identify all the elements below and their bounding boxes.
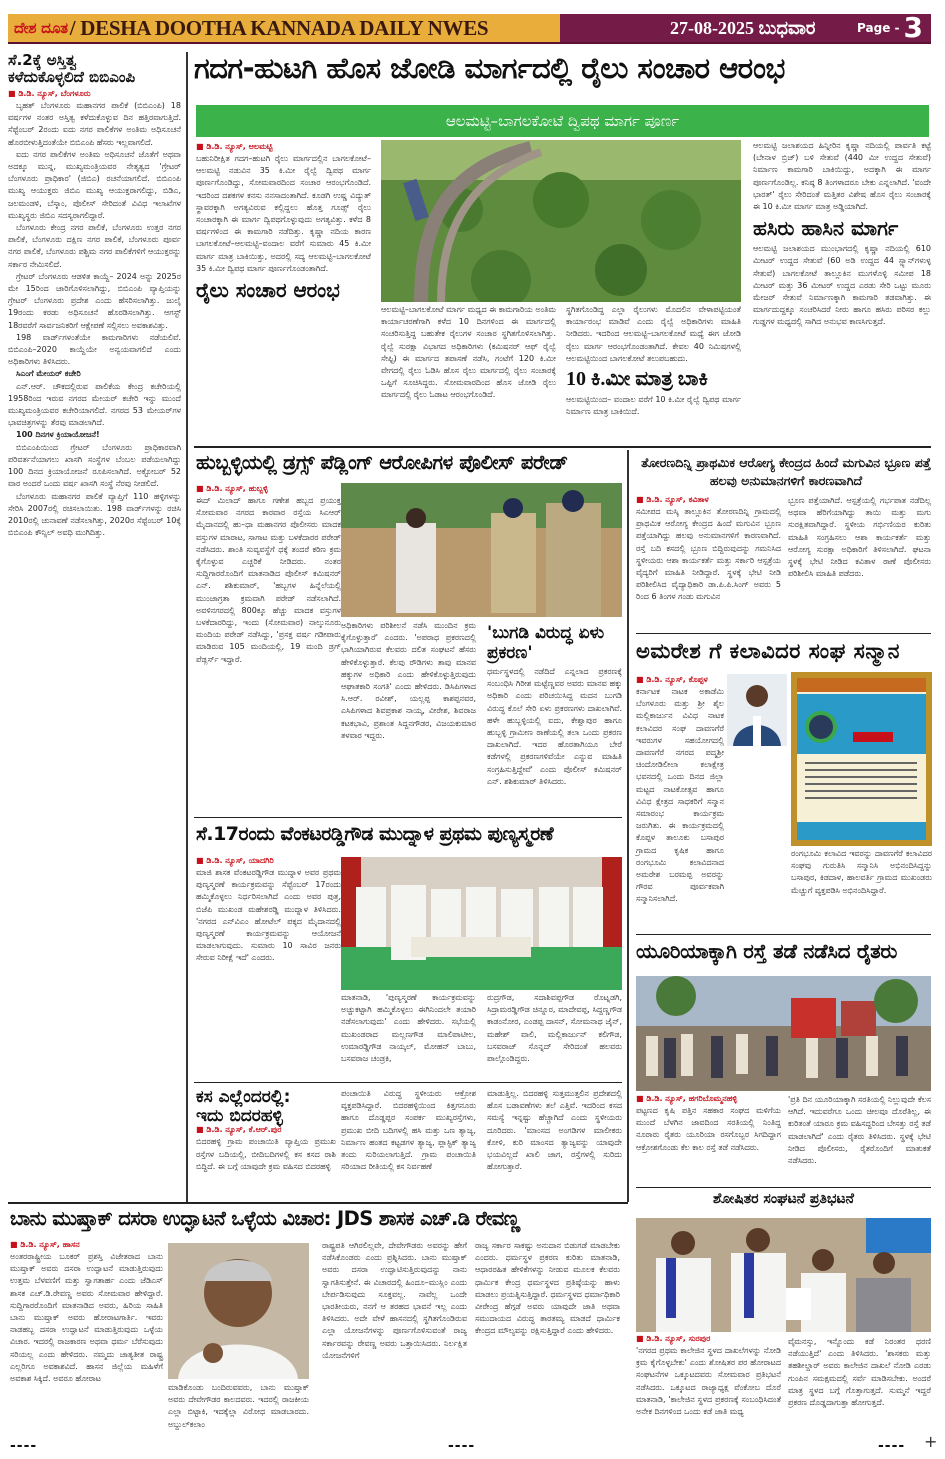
paragraph: ಎನ್.ಆರ್. ಚೌಕದಲ್ಲಿರುವ ಪಾಲಿಕೆಯ ಕೇಂದ್ರ ಕಚೇರಿಯಲ್ಲಿ 1958ರಿಂದ ಇರುವ ನಗರದ ಮೇಯರ್ ಕಚೇರಿ ಇನ್ನು ಮುಂದೆ ಮುಖ್ಯಮಂತ್ರಿಯವರ ಕಚೇರಿಯಾಗಲಿದೆ. ನಗರದ 53 ಮೇಯರ್‌ಗಳ ಭಾವಚಿತ್ರಗಳನ್ನು ತೆರವು ಮಾಡಲಾಗಿದೆ. [8, 381, 181, 428]
mudnal-col1 [196, 856, 341, 965]
paragraph: ಗ್ರೇಟರ್ ಬೆಂಗಳೂರು ಆಡಳಿತ ಕಾಯ್ದೆ– 2024 ಅನ್ನು 2025ರ ಮೇ 15ರಿಂದ ಜಾರಿಗೊಳಿಸಲಾಗಿದ್ದು, ಬಿಬಿಎಂಪಿ ವ್ಯಾಪ್ತಿಯನ್ನು ಗ್ರೇಟರ್ ಬೆಂಗಳೂರು ಪ್ರದೇಶ ಎಂದು ಹೆಸರಿಸಲಾಗಿತ್ತು. ಜುಲೈ 19ರಂದು ಕರಡು ಅಧಿಸೂಚನೆ ಹೊರಡಿಸಲಾಗಿತ್ತು. ಆಗಸ್ಟ್ 18ರವರೆಗೆ ಸಾರ್ವಜನಿಕರಿಗೆ ಆಕ್ಷೇಪಣೆ ಸಲ್ಲಿಸಲು ಅವಕಾಶವಿತ್ತು. [8, 271, 181, 330]
hubballi-col3 [487, 620, 622, 788]
revanna-col2: ಮಾಡಿಕೊಂಡು ಬಂದಿರುವವರು, ಬಾನು ಮುಷ್ತಾಕ್ ಅವರು ದೇವೇಗೌಡರ ಕಾಲದವರು. ಇದರಲ್ಲಿ ರಾಜಕೀಯ ಎಲ್ಲಾ ಬಿಟ್ಟಾಕಿ, ಇದಕ್ಕೆಲ್ಲಾ ವಿರೋಧ ಮಾಡಬಾರದು. ಅಬ್ದುಲ್‌ಕಲಾಂ [168, 1383, 309, 1429]
end-marker: ---- [878, 1438, 906, 1454]
amaresh-col2: ರಂಗಭೂಮಿ ಕಲಾವಿದ ಇವರನ್ನು ದಾವಣಗೆರೆ ಕಲಾವಿದರ ಸಂಘವು ಗುರುತಿಸಿ ಸನ್ಮಾನಿಸಿ ಅಭಿನಂದಿಸಿದ್ದನ್ನು ಬಸಾಪುರ, ಕಿಡದಾಳ, ಹಾಲವರ್ತಿ ಗ್ರಾಮದ ಮುಖಂಡರು ಮೆಚ್ಚುಗೆ ವ್ಯಕ್ತಪಡಿಸಿ ಅಭಿನಂದಿಸಿದ್ದಾರೆ. [791, 849, 932, 895]
body-text: ಆಲಮಟ್ಟಿಯಿಂದ– ವಂದಾಲ ವರೆಗೆ 10 ಕಿ.ಮೀ ರೈಲ್ವೆ ದ್ವಿಪಥ ಮಾರ್ಗ ನಿರ್ಮಾಣ ಮಾತ್ರ ಬಾಕಿಯಿದೆ. [566, 395, 741, 417]
train-photo [381, 140, 741, 302]
urea-col2: 'ಪ್ರತಿ ದಿನ ಯೂರಿಯಾಕ್ಕಾಗಿ ಸರತಿಯಲ್ಲಿ ನಿಲ್ಲುವುದೇ ಕೆಲಸ ಆಗಿದೆ. ಇದುವರೆಗೂ ಒಂದು ಚೀಲವೂ ದೊರೆತಿಲ್ಲ, ಈ ಕುರಿತಂತೆ ಯಾರೂ ಕ್ರಮ ವಹಿಸದ್ದರಿಂದ ಬೇಸತ್ತು ರಸ್ತೆ ತಡೆ ಮಾಡಲಾಗಿದೆ' ಎಂದು ರೈತರು ತಿಳಿಸಿದರು. ಸ್ಥಳಕ್ಕೆ ಭೇಟಿ ನೀಡಿದ ಪೊಲೀಸರು, ರೈತರೊಂದಿಗೆ ಮಾತುಕತೆ ನಡೆಸಿದರು. [788, 1095, 931, 1166]
headline-protest: ಶೋಷಿತರ ಸಂಘಟನೆ ಪ್ರತಿಭಟನೆ [713, 1191, 854, 1207]
subheading-10km: 10 ಕಿ.ಮೀ ಮಾತ್ರ ಬಾಕಿ [566, 368, 708, 391]
paragraph: ಬೆಂಗಳೂರು ಕೇಂದ್ರ ನಗರ ಪಾಲಿಕೆ, ಬೆಂಗಳೂರು ಉತ್ತರ ನಗರ ಪಾಲಿಕೆ, ಬೆಂಗಳೂರು ದಕ್ಷಿಣ ನಗರ ಪಾಲಿಕೆ, ಬೆಂಗಳೂರು ಪೂರ್ವ ನಗರ ಪಾಲಿಕೆ, ಬೆಂಗಳೂರು ಪಶ್ಚಿಮ ನಗರ ಪಾಲಿಕೆಗಳಿಗೆ ಆಯುಕ್ತರನ್ನು ಸರ್ಕಾರ ನೇಮಿಸಲಿದೆ. [8, 223, 181, 269]
body-text: ಆಲಮಟ್ಟಿ ಜಲಾಶಯದ ಮುಂಭಾಗದಲ್ಲಿ ಕೃಷ್ಣಾ ನದಿಯಲ್ಲಿ 610 ಮೀಟರ್ ಉದ್ದದ ಸೇತುವೆ (60 ಅಡಿ ಉದ್ದದ 44 ಸ್ಪ್ಯಾನ್‌ಗಳುಳ್ಳ ಸೇತುವೆ) ಬಾಗಲಕೋಟೆ ತಾಲ್ಲೂಕಿನ ಮುಗಳೊಳ್ಳಿ ಸಮೀಪ 18 ಮೀಟರ್ ಮತ್ತು 36 ಮೀಟರ್ ಉದ್ದದ ಎರಡು ಸೇರಿ ಒಟ್ಟು ಮೂರು ಮೇಜರ್ ಸೇತುವೆ ನಿರ್ಮಾಣಕ್ಕಾಗಿ ಕಾಮಗಾರಿ ತಡವಾಗಿತ್ತು. ಈ ಮಾರ್ಗದುದ್ದಕ್ಕೂ ಸಂಚರಿಸಿದರೆ ನೀರು ಹಾಗೂ ಹಸಿರು ಪರಿಸರ ಕಲ್ಲು ಗುಡ್ಡಗಳ ಮಧ್ಯದಲ್ಲಿ ಸಾಗಿದ ಅನುಭವ ಕಾಣಸಿಗುತ್ತದೆ. [753, 244, 931, 327]
fetus-col1 [636, 495, 781, 604]
meeting-image [341, 857, 622, 990]
rail-col3 [566, 304, 741, 418]
page-label: Page - [857, 21, 900, 35]
headline-garbage-line1: ಕಸ ಎಲ್ಲೆಂದರಲ್ಲಿ: [196, 1087, 291, 1107]
byline-protest: ■ ಡಿ.ಡಿ. ನ್ಯೂಸ್, ಸುರಪುರ [636, 1334, 781, 1344]
headline-fetus: ತೋರಣದಿನ್ನಿ ಪ್ರಾಥಮಿಕ ಆರೋಗ್ಯ ಕೇಂದ್ರದ ಹಿಂದೆ ಮಗುವಿನ ಭ್ರೂಣ ಪತ್ತೆ ಹಲವು ಅನುಮಾನಗಳಿಗೆ ಕಾರಣವಾಗಿದೆ [641, 455, 931, 489]
byline-bbmp: ■ ಡಿ.ಡಿ. ನ್ಯೂಸ್, ಬೆಂಗಳೂರು [8, 89, 181, 99]
fetus-col2: ಭ್ರೂಣ ಪತ್ತೆಯಾಗಿದೆ. ಆಸ್ಪತ್ರೆಯಲ್ಲಿ ಗರ್ಭಪಾತ ನಡೆದಿಲ್ಲ ಅಥವಾ ಹೆರಿಗೆಯಾಗಿದ್ದು ತಾಯಿ ಮತ್ತು ಮಗು ಸುರಕ್ಷಿತವಾಗಿದ್ದಾರೆ. ಸ್ಥಳೀಯ ಗರ್ಭಿಣಿಯರ ಕುರಿತು ಮಾಹಿತಿ ಸಂಗ್ರಹಿಸಲು ಆಶಾ ಕಾರ್ಯಕರ್ತೆ ಮತ್ತು ಆರೋಗ್ಯ ಸುರಕ್ಷಾ ಅಧಿಕಾರಿಗೆ ತಿಳಿಸಲಾಗಿದೆ. ಘಟನಾ ಸ್ಥಳಕ್ಕೆ ಭೇಟಿ ನೀಡಿದ ಕವಿತಾಳ ಠಾಣೆ ಪೊಲೀಸರು ಪರಿಶೀಲಿಸಿ ಮಾಹಿತಿ ಪಡೆದರು. [788, 496, 931, 579]
hubballi-col2: ಅಧಿಕಾರಿಗಳು ಪರಿಶೀಲನೆ ನಡೆಸಿ ಮುಂದಿನ ಕ್ರಮ ಕೈಗೊಳ್ಳುತ್ತಾರೆ' ಎಂದರು. 'ಅಪರಾಧ ಪ್ರಕರಣದಲ್ಲಿ ಭಾಗಿಯಾಗಿರುವ ಕೆಲವರು ದಲಿತ ಸಂಘಟನೆ ಹೆಸರು ಹೇಳಿಕೊಳ್ಳುತ್ತಾರೆ. ಕೆಲವು ರೌಡಿಗಳು ತಾವು ಮಾನವ ಹಕ್ಕುಗಳ ಅಧಿಕಾರಿ ಎಂದು ಹೇಳಿಕೊಳ್ಳುತ್ತಿರುವುದು ಆಘಾತಕಾರಿ ಸಂಗತಿ' ಎಂದು ಹೇಳಿದರು. ಡಿಸಿಪಿಗಳಾದ ಸಿ.ಆರ್. ರವೀಶ್, ಯಲ್ಲಪ್ಪ ಕಾಶಪ್ಪನವರ, ಎಸಿಪಿಗಳಾದ ಶಿವಪ್ರಕಾಶ ನಾಯ್ಕ, ವೀರೇಶ, ಶಿವರಾಜ ಕಟಕಭಾವಿ, ಪ್ರಶಾಂತ ಸಿದ್ದನಗೌಡರ, ವಿಜಯಕುಮಾರ ತಳವಾರ ಇದ್ದರು. [341, 621, 476, 740]
rail-col4 [753, 140, 931, 329]
crop-mark-icon: + [924, 1432, 938, 1451]
paragraph: ಬಿಬಿಎಂಪಿಯಿಂದ ಗ್ರೇಟರ್ ಬೆಂಗಳೂರು ಪ್ರಾಧಿಕಾರವಾಗಿ ಪರಿವರ್ತನೆಯಾಗಲು ಖಾಸಗಿ ಸಂಸ್ಥೆಗಳ ಬೆಂಬಲ ಪಡೆಯಲಾಗಿದ್ದು 100 ದಿನದ ಕ್ರಿಯಾಯೋಜನೆ ರೂಪಿಸಲಾಗಿದೆ. ಅಕ್ಟೋಬರ್ 52 ವಾರ ಅಂದರೆ ಒಂದು ವರ್ಷ ಖಾಸಗಿ ಸಂಸ್ಥೆ ನೆರವು ನೀಡಲಿದೆ. [8, 442, 181, 489]
body-text: 'ನಗರದ ಪ್ರಥಮ ಕಾಲೇಜಿನ ಸ್ಥಳದ ದಾಖಲೆಗಳನ್ನು ನೋಡಿ ಕ್ರಮ ಕೈಗೊಳ್ಳಬೇಕು' ಎಂದು ಶೋಷಿತರ ಪರ ಹೋರಾಟದ ಸಂಘಟನೆಗಳ ಒಕ್ಕೂಟದವರು ಸೋಮವಾರ ಪ್ರತಿಭಟನೆ ನಡೆಸಿದರು. ಒಕ್ಕೂಟದ ರಾಜ್ಯಾಧ್ಯಕ್ಷ ವೆಂಕೋಬ ದೊರೆ ಮಾತನಾಡಿ, 'ಕಾಲೇಜಿನ ಸ್ಥಳದ ಪ್ರಕರಣಕ್ಕೆ ಸಂಬಂಧಿಸಿದಂತೆ ಅನೇಕ ದಿನಗಳಿಂದ ಒಂದು ಕಡೆ ಜಾತಿ ಮಧ್ಯ [636, 1346, 781, 1417]
body-text: ಈದ್ ಮಿಲಾದ್ ಹಾಗೂ ಗಣೇಶ ಹಬ್ಬದ ಪ್ರಯುಕ್ತ ಸೋಮವಾರ ನಗರದ ಕಾರವಾರ ರಸ್ತೆಯ ಸಿಎಆರ್ ಮೈದಾನದಲ್ಲಿ ಹು–ಧಾ ಮಹಾನಗರ ಪೊಲೀಸರು ಮಾದಕ ವಸ್ತುಗಳ ಮಾರಾಟ, ಸಾಗಾಟ ಮತ್ತು ಬಳಕೆದಾರರ ಪರೇಡ್ ನಡೆಸಿದರು. ಶಾಂತಿ ಸುವ್ಯವಸ್ಥೆಗೆ ಧಕ್ಕೆ ತಂದರೆ ಕಠಿಣ ಕ್ರಮ ಕೈಗೊಳ್ಳುವ ಎಚ್ಚರಿಕೆ ನೀಡಿದರು. ನಂತರ ಸುದ್ದಿಗಾರರೊಂದಿಗೆ ಮಾತನಾಡಿದ ಪೊಲೀಸ್ ಕಮಿಷನರ್ ಎನ್. ಶಶಿಕುಮಾರ್, 'ಹಬ್ಬಗಳ ಹಿನ್ನೆಲೆಯಲ್ಲಿ ಮುಂಜಾಗ್ರತಾ ಕ್ರಮವಾಗಿ ಪರೇಡ್ ನಡೆಸಲಾಗಿದೆ. ಅವಳಿನಗರದಲ್ಲಿ 800ಕ್ಕೂ ಹೆಚ್ಚು ಮಾದಕ ವಸ್ತುಗಳ ಬಳಕೆದಾರರಿದ್ದು, ಇಂದು (ಸೋಮವಾರ) ನಾಲ್ಕುನೂರು ಮಂದಿಯ ಪರೇಡ್ ನಡೆಸಿದ್ದು, 'ಪ್ರಸಕ್ತ ವರ್ಷ ಗಡೀಪಾರು ಮಾಡಿರುವ 105 ಮಂದಿಯಲ್ಲಿ, 19 ಮಂದಿ ಡ್ರಗ್ ಪೆಡ್ಲರ್ಸ್ ಇದ್ದಾರೆ. [196, 496, 341, 664]
section-divider [194, 446, 931, 448]
byline-amaresh: ■ ಡಿ.ಡಿ. ನ್ಯೂಸ್, ಕೊಪ್ಪಳ [636, 675, 724, 685]
headline-garbage-line2: ಇದು ಬಿದರಹಳ್ಳಿ [196, 1105, 283, 1126]
column-divider [627, 450, 629, 1202]
section-divider [8, 1202, 628, 1204]
felicitation-certificate [791, 672, 932, 846]
body-text: ಪಟ್ಟಣದ ಕೃಷಿ ಪತ್ತಿನ ಸಹಕಾರ ಸಂಘದ ಮಳಿಗೆಯ ಮುಂದೆ ಬೆಳಗಿನ ಜಾವದಿಂದ ಸರತಿಯಲ್ಲಿ ನಿಂತಿದ್ದ ನೂರಾರು ರೈತರು ಯೂರಿಯಾ ರಸಗೊಬ್ಬರ ಸಿಗದಿದ್ದಾಗ ಆಕ್ರೋಶಗೊಂಡು ಕೆಲ ಕಾಲ ರಸ್ತೆ ತಡೆ ನಡೆಸಿದರು. [636, 1106, 781, 1152]
revanna-col3: ರಾಷ್ಟ್ರಪತಿ ಆಗಿರಲಿಲ್ಲವೇ, ದೇವೇಗೌಡರು ಅವರನ್ನು ಹೇಗೆ ನಡೆಸಿಕೊಂಡರು ಎಂದು ಪ್ರಶ್ನಿಸಿದರು. ಬಾನು ಮುಷ್ತಾಕ್ ಅವರು ದಸರಾ ಉದ್ಘಾಟಿಸುತ್ತಿರುವುದನ್ನು ನಾನು ಸ್ವಾಗತಿಸುತ್ತೇನೆ. ಈ ವಿಚಾರದಲ್ಲಿ ಹಿಂದೂ–ಮುಸ್ಲಿಂ ಎಂದು ಬೇರ್ಪಡಿಸುವುದು ಸೂಕ್ತವಲ್ಲ. ನಾವೆಲ್ಲ ಒಂದೇ ಭಾರತೀಯರು, ನನಗೆ ಆ ತರಹದ ಭಾವನೆ ಇಲ್ಲ ಎಂದು ತಿಳಿಸಿದರು. ಅದೇ ವೇಳೆ ಹಾಸನದಲ್ಲಿ ಸ್ಥಗಿತಗೊಂಡಿರುವ ಎಲ್ಲಾ ಯೋಜನೆಗಳನ್ನು ಪೂರ್ಣಗೊಳಿಸುವಂತೆ ರಾಜ್ಯ ಸರ್ಕಾರವನ್ನು ರೇವಣ್ಣ ಅವರು ಒತ್ತಾಯಿಸಿದರು. ನಿರ್ಲಕ್ಷಿತ ಯೋಜನೆಗಳಿಗೆ [322, 1241, 467, 1360]
body-bbmp [8, 100, 181, 539]
protest-col2: ವೈಮನಸ್ಸು, ಇನ್ನೊಂದು ಕಡೆ ನಿರಂತರ ಧರಣಿ ನಡೆಯುತ್ತಿದೆ' ಎಂದು ತಿಳಿಸಿದರು. 'ಶಾಸಕರು ಮತ್ತು ತಹಶೀಲ್ದಾರ್ ಅವರು ಕಾಲೇಜಿನ ದಾಖಲೆ ನೋಡಿ ಎರಡು ಗುಂಪಿನ ಸಮಕ್ಷಮದಲ್ಲಿ ಸರ್ವೆ ಮಾಡಿಸಬೇಕು. ಅಂದರೆ ಮಾತ್ರ ಸ್ಥಳದ ಬಗ್ಗೆ ಗೊತ್ತಾಗುತ್ತದೆ. ಸುಮ್ಮನೆ ಇದ್ದರೆ ಪ್ರಕರಣ ದೊಡ್ಡದಾಗುತ್ತಾ ಹೋಗುತ್ತದೆ. [788, 1337, 931, 1408]
body-text: ಅಂತರರಾಷ್ಟ್ರೀಯ ಬೂಕರ್ ಪ್ರಶಸ್ತಿ ವಿಜೇತರಾದ ಬಾನು ಮುಷ್ತಾಕ್ ಅವರು ದಸರಾ ಉದ್ಘಾಟನೆ ಮಾಡುತ್ತಿರುವುದು ಉತ್ತಮ ಬೆಳವಣಿಗೆ ಮತ್ತು ಸ್ವಾಗತಾರ್ಹ ಎಂದು ಜೆಡಿಎಸ್ ಶಾಸಕ ಎಚ್.ಡಿ.ರೇವಣ್ಣ ಅವರು ಸೋಮವಾರ ಹೇಳಿದ್ದಾರೆ. ಸುದ್ದಿಗಾರರೊಂದಿಗೆ ಮಾತನಾಡಿದ ಅವರು, ಹಿರಿಯ ಸಾಹಿತಿ ಬಾನು ಮುಷ್ತಾಕ್ ಅವರು ಹೋರಾಟಗಾರ್ತಿ. ಇವರು ನಾಡಹಬ್ಬ ದಸರಾ ಉದ್ಘಾಟನೆ ಮಾಡುತ್ತಿರುವುದು ಒಳ್ಳೆಯ ವಿಚಾರ. ಇದರಲ್ಲಿ ರಾಜಕಾರಣ ಅಥವಾ ಧರ್ಮ ಬೆರೆಸುವುದು ಸರಿಯಲ್ಲ ಎಂದು ಹೇಳಿದರು. ನಮ್ಮದು ಜಾತ್ಯತೀತ ರಾಷ್ಟ್ರ ಎಲ್ಲರಿಗೂ ಅವಕಾಶವಿದೆ. ಹಾಸನ ಜಿಲ್ಲೆಯ ಮಹಿಳೆಗೆ ಅವಕಾಶ ಸಿಕ್ಕಿದೆ. ಅವರೂ ಹೋರಾಟ [10, 1252, 163, 1384]
headline-bbmp-line2: ಕಳೆದುಕೊಳ್ಳಲಿದೆ ಬಿಬಿಎಂಪಿ [8, 67, 136, 86]
end-marker: ---- [448, 1438, 476, 1454]
garbage-col3: ಮಾಡುತ್ತಿಲ್ಲ. ಬಿದರಹಳ್ಳಿ ಸುತ್ತಮುತ್ತಲಿನ ಪ್ರದೇಶದಲ್ಲಿ ಹೊಸ ಬಡಾವಣೆಗಳು ತಲೆ ಎತ್ತಿವೆ. ಇದರಿಂದ ಕಸದ ಸಮಸ್ಯೆ ಇನ್ನಷ್ಟು ಹೆಚ್ಚಾಗಿದೆ ಎಂದು ಸ್ಥಳೀಯರು ದೂರಿದರು. 'ಮಾಂಸದ ಅಂಗಡಿಗಳ ಮಾಲೀಕರು ಕೋಳಿ, ಕುರಿ ಮಾಂಸದ ತ್ಯಾಜ್ಯವನ್ನು ಯಾವುದೇ ಭಯವಿಲ್ಲದೆ ಖಾಲಿ ಜಾಗ, ರಸ್ತೆಗಳಲ್ಲಿ ಸುರಿದು ಹೋಗುತ್ತಾರೆ. [487, 1089, 622, 1172]
byline-hubballi: ■ ಡಿ.ಡಿ. ನ್ಯೂಸ್, ಹುಬ್ಬಳ್ಳಿ [196, 484, 341, 494]
paragraph: ಬೆಂಗಳೂರು ಮಹಾನಗರ ಪಾಲಿಕೆ ವ್ಯಾಪ್ತಿಗೆ 110 ಹಳ್ಳಿಗಳನ್ನು ಸೇರಿಸಿ 2007ರಲ್ಲಿ ರಚಿಸಲಾಯಿತು. 198 ವಾರ್ಡ್‌ಗಳನ್ನು ರಚಿಸಿ 2010ರಲ್ಲಿ ಚುನಾವಣೆ ನಡೆಸಲಾಗಿತ್ತು, 2020ರ ಸೆಪ್ಟೆಂಬರ್ 10ಕ್ಕೆ ಬಿಬಿಎಂಪಿ ಕೌನ್ಸಿಲ್ ಅವಧಿ ಮುಗಿದಿತ್ತು. [8, 491, 181, 538]
certificate-image [791, 672, 932, 846]
rail-col2: ಆಲಮಟ್ಟಿ–ಬಾಗಲಕೋಟೆ ಮಾರ್ಗ ಮಧ್ಯದ ಈ ಕಾಮಗಾರಿಯ ಅಂತಿಮ ಕಾರ್ಯಾಚರಣೆಗಾಗಿ ಕಳೆದ 10 ದಿನಗಳಿಂದ ಈ ಮಾರ್ಗದಲ್ಲಿ ಸಂಚರಿಸುತ್ತಿದ್ದ ಬಹುತೇಕ ರೈಲುಗಳ ಸಂಚಾರ ಸ್ಥಗಿತಗೊಳಿಸಲಾಗಿತ್ತು. ರೈಲ್ವೆ ಸುರಕ್ಷಾ ವಿಭಾಗದ ಅಧಿಕಾರಿಗಳು (ಕಮಿಷನರ್ ಆಫ್ ರೈಲ್ವೆ ಸೇಫ್ಟಿ) ಈ ಮಾರ್ಗದ ತಪಾಸಣೆ ನಡೆಸಿ, ಗಂಟೆಗೆ 120 ಕಿ.ಮೀ ವೇಗದಲ್ಲಿ ರೈಲು ಓಡಿಸಿ ಹೊಸ ರೈಲು ಮಾರ್ಗದಲ್ಲಿ ರೈಲು ಸಂಚಾರಕ್ಕೆ ಒಪ್ಪಿಗೆ ಸೂಚಿಸಿದ್ದರು. ಸೋಮವಾರದಿಂದ ಹೊಸ ಜೋಡಿ ರೈಲು ಮಾರ್ಗದಲ್ಲಿ ರೈಲು ಓಡಾಟ ಆರಂಭಗೊಂಡಿದೆ. [381, 305, 556, 400]
body-text: ಧರ್ಮಸ್ಥಳದಲ್ಲಿ ನಡೆದಿದೆ ಎನ್ನಲಾದ ಪ್ರಕರಣಕ್ಕೆ ಸಂಬಂಧಿಸಿ ಗಿರೀಶ ಮಟ್ಟೆಣ್ಣವರ ಅವರು ಮಾನವ ಹಕ್ಕು ಅಧಿಕಾರಿ ಎಂದು ಪರಿಚಯಿಸಿದ್ದ ಮದನ ಬುಗಡಿ ವಿರುದ್ಧ ಕೊಲೆ ಸೇರಿ ಏಳು ಪ್ರಕರಣಗಳು ದಾಖಲಾಗಿವೆ. ಹಳೇ ಹುಬ್ಬಳ್ಳಿಯಲ್ಲಿ ಐದು, ಕೇಶ್ವಾಪುರ ಹಾಗೂ ಹುಬ್ಬಳ್ಳಿ ಗ್ರಾಮೀಣ ಠಾಣೆಯಲ್ಲಿ ತಲಾ ಒಂದು ಪ್ರಕರಣ ದಾಖಲಾಗಿದೆ. ಇದರ ಹೊರತಾಗಿಯೂ ಬೇರೆ ಕಡೆಗಳಲ್ಲಿ ಪ್ರಕರಣಗಳಿವೆಯೇ ಎನ್ನುವ ಮಾಹಿತಿ ಸಂಗ್ರಹಿಸುತ್ತಿದ್ದೇವೆ' ಎಂದು ಪೊಲೀಸ್ ಕಮಿಷನರ್ ಎನ್. ಶಶಿಕುಮಾರ್ ತಿಳಿಸಿದರು. [487, 667, 622, 786]
subheading-green-route: ಹಸಿರು ಹಾಸಿನ ಮಾರ್ಗ [753, 216, 899, 241]
masthead-info-block [560, 11, 931, 44]
garbage-col1 [196, 1088, 336, 1173]
section-divider [194, 817, 622, 818]
revanna-col4: ರಾಜ್ಯ ಸರ್ಕಾರ ಸಾಕಷ್ಟು ಅನುದಾನ ಬಿಡುಗಡೆ ಮಾಡಬೇಕು ಎಂದರು. ಧರ್ಮಸ್ಥಳ ಪ್ರಕರಣ ಕುರಿತು ಮಾತನಾಡಿ, ಆಧಾರರಹಿತ ಹೇಳಿಕೆಗಳನ್ನು ನೀಡುವ ಮೂಲಕ ಕೆಲವರು ಧಾರ್ಮಿಕ ಕೇಂದ್ರ ಧರ್ಮಸ್ಥಳದ ಪ್ರತಿಷ್ಠೆಯನ್ನು ಹಾಳು ಮಾಡಲು ಪ್ರಯತ್ನಿಸುತ್ತಿದ್ದಾರೆ. ಧರ್ಮಸ್ಥಳದ ಧರ್ಮಾಧಿಕಾರಿ ವೀರೇಂದ್ರ ಹೆಗ್ಗಡೆ ಅವರು ಯಾವುದೇ ಜಾತಿ ಅಥವಾ ಸಮುದಾಯದ ವಿರುದ್ಧ ತಾರತಮ್ಯ ಮಾಡದೆ ಧಾರ್ಮಿಕ ಕೇಂದ್ರದ ಮೌಲ್ಯವನ್ನು ರಕ್ಷಿಸುತ್ತಿದ್ದಾರೆ ಎಂದು ಹೇಳಿದರು. [475, 1241, 620, 1336]
headline-mudnal: ಸೆ.17ರಂದು ವೆಂಕಟರಡ್ಡಿಗೌಡ ಮುದ್ನಾಳ ಪ್ರಥಮ ಪುಣ್ಯಸ್ಮರಣೆ [196, 823, 554, 845]
sub-heading: 100 ದಿನಗಳ ಕ್ರಿಯಾಯೋಜನೆ! [16, 430, 100, 440]
body-text: ಸಮೀಪದ ಮಸ್ಕಿ ತಾಲ್ಲೂಕಿನ ತೋರಣದಿನ್ನಿ ಗ್ರಾಮದಲ್ಲಿ ಪ್ರಾಥಮಿಕ ಆರೋಗ್ಯ ಕೇಂದ್ರದ ಹಿಂದೆ ಮಗುವಿನ ಭ್ರೂಣ ಪತ್ತೆಯಾಗಿದ್ದು ಹಲವು ಅನುಮಾನಗಳಿಗೆ ಕಾರಣವಾಗಿದೆ. ರಸ್ತೆ ಬದಿ ಕಸದಲ್ಲಿ ಭ್ರೂಣ ಬಿದ್ದಿರುವುದನ್ನು ಗಮನಿಸಿದ ಸ್ಥಳೀಯರು ಆಶಾ ಕಾರ್ಯಕರ್ತೆ ಮತ್ತು ಸರ್ಕಾರಿ ಆಸ್ಪತ್ರೆಯ ವೈದ್ಯರಿಗೆ ಮಾಹಿತಿ ನೀಡಿದ್ದಾರೆ. ಸ್ಥಳಕ್ಕೆ ಭೇಟಿ ನೀಡಿ ಪರಿಶೀಲಿಸಿದ ವೈದ್ಯಾಧಿಕಾರಿ ಡಾ.ಪಿ.ಪಿ.ಸಿಂಗ್ ಅವರು 5 ರಿಂದ 6 ತಿಂಗಳ ಗಂಡು ಮಗುವಿನ [636, 507, 781, 602]
column-divider [186, 52, 188, 1202]
portrait-image [727, 674, 787, 746]
byline-urea: ■ ಡಿ.ಡಿ. ನ್ಯೂಸ್, ಹಗರಿಬೊಮ್ಮನಹಳ್ಳಿ [636, 1094, 781, 1104]
body-text: ಸ್ಥಗಿತಗೊಂಡಿದ್ದ ಎಲ್ಲಾ ರೈಲುಗಳು ಮೊದಲಿನ ವೇಳಾಪಟ್ಟಿಯಂತೆ ಕಾರ್ಯಾರಂಭ ಮಾಡಿವೆ ಎಂದು ರೈಲ್ವೆ ಅಧಿಕಾರಿಗಳು ಮಾಹಿತಿ ನೀಡಿದರು. ಇದರಿಂದ ಆಲಮಟ್ಟಿ–ಬಾಗಲಕೋಟೆ ಮಧ್ಯೆ ಈಗ ಜೋಡಿ ರೈಲು ಮಾರ್ಗ ಆರಂಭಗೊಂಡಂತಾಗಿದೆ. ಕೇವಲ 40 ನಿಮಿಷಗಳಲ್ಲಿ ಆಲಮಟ್ಟಿಯಿಂದ ಬಾಗಲಕೋಟೆ ತಲುಪಬಹುದು. [566, 305, 741, 363]
road-block-photo [636, 976, 931, 1091]
byline-rail: ■ ಡಿ.ಡಿ. ನ್ಯೂಸ್, ಆಲಮಟ್ಟಿ [196, 142, 371, 152]
byline-fetus: ■ ಡಿ.ಡಿ. ನ್ಯೂಸ್, ಕವಿತಾಳ [636, 495, 781, 505]
headline-rail: ಗದಗ-ಹುಟಗಿ ಹೊಸ ಜೋಡಿ ಮಾರ್ಗದಲ್ಲಿ ರೈಲು ಸಂಚಾರ ಆರಂಭ [194, 51, 785, 85]
sub-heading: ಸಿಎಂಗೆ ಮೇಯರ್ ಕಚೇರಿ [16, 369, 81, 379]
byline-revanna: ■ ಡಿ.ಡಿ. ನ್ಯೂಸ್, ಹಾಸನ [10, 1240, 163, 1250]
train-image [381, 140, 741, 302]
amaresh-col1 [636, 675, 724, 906]
hubballi-col1 [196, 484, 341, 666]
headline-urea: ಯೂರಿಯಾಕ್ಕಾಗಿ ರಸ್ತೆ ತಡೆ ನಡೆಸಿದ ರೈತರು [636, 939, 898, 963]
byline-mudnal: ■ ಡಿ.ಡಿ. ನ್ಯೂಸ್, ಯಾದಗಿರಿ [196, 856, 341, 866]
revanna-image [168, 1243, 309, 1379]
section-divider [636, 1187, 931, 1188]
section-divider [194, 1082, 622, 1083]
police-parade-photo [341, 483, 622, 617]
article-bbmp [8, 52, 181, 1200]
protest-col1 [636, 1334, 781, 1418]
body-text: ಕರ್ನಾಟಕ ನಾಟಕ ಅಕಾಡೆಮಿ ಬೆಂಗಳೂರು ಮತ್ತು ಶ್ರೀ ಶೈಲ ಮಲ್ಲಿಕಾರ್ಜುನ ವಿವಿಧ ನಾಟಕ ಕಲಾವಿದರ ಸಂಘ ದಾವಣಗೆರೆ ಇವರುಗಳ ಸಹಯೋಗದಲ್ಲಿ ದಾವಣಗೆರೆ ನಗರದ ಪದ್ಮಶ್ರೀ ಚಿಂದೋಡಿಲೀಲಾ ಕಲಾಕ್ಷೇತ್ರ ಭವನದಲ್ಲಿ ಒಂದು ದಿನದ ಜಿಲ್ಲಾ ಮಟ್ಟದ ನಾಟಕೋತ್ಸವ ಹಾಗೂ ವಿವಿಧ ಕ್ಷೇತ್ರದ ಸಾಧಕರಿಗೆ ಸನ್ಮಾನ ಸಮಾರಂಭ ಕಾರ್ಯಕ್ರಮ ಜರುಗಿತು. ಈ ಕಾರ್ಯಕ್ರಮದಲ್ಲಿ ಕೊಪ್ಪಳ ತಾಲೂಕು ಬಸಾಪುರ ಗ್ರಾಮದ ಕೃಷಿಕ ಹಾಗೂ ರಂಗಭೂಮಿ ಕಲಾವಿದನಾದ ಅಮರೇಶ ಬರಮಪ್ಪ ಅವರನ್ನು ಗೌರವ ಪೂರ್ವಕವಾಗಿ ಸನ್ಮಾನಿಸಲಾಗಿದೆ. [636, 687, 724, 904]
issue-date: 27-08-2025 ಬುಧವಾರ [670, 17, 816, 38]
page-number: 3 [903, 11, 923, 44]
mudnal-col3: ರುದ್ರಗೌಡ, ಸದಾಶಿವಪ್ಪಗೌಡ ರೊಟ್ನಡಗಿ, ಸಿದ್ರಾಮರಡ್ಡಿಗೌಡ ಚಿನ್ನೂರ, ಮಾದೇವಪ್ಪ, ಸಿದ್ದಣ್ಣಗೌಡ ಕಾಡಂನೋರ, ಎಂಡಪ್ಪ ದಾಸನ್, ಸೋಮನಾಥ ಜೈನ್, ಮಹೇಶ್ ವಾಲಿ, ಮಲ್ಲಿಕಾರ್ಜುನ್ ಕಲಿಗೌಡ, ಬಸವರಾಜ್ ಸೊನ್ನದ್ ಸೇರಿದಂತೆ ಹಲವರು ಪಾಲ್ಗೊಂಡಿದ್ದರು. [487, 993, 622, 1064]
masthead-title: / DESHA DOOTHA KANNADA DAILY NWES [69, 15, 489, 40]
urea-col1 [636, 1094, 781, 1154]
paragraph: ಐದು ನಗರ ಪಾಲಿಕೆಗಳ ಅಂತಿಮ ಅಧಿಸೂಚನೆ ಜೊತೆಗೆ ಅಥವಾ ಅದಕ್ಕೂ ಮುನ್ನ, ಮುಖ್ಯಮಂತ್ರಿಯವರ ನೇತೃತ್ವದ 'ಗ್ರೇಟರ್ ಬೆಂಗಳೂರು ಪ್ರಾಧಿಕಾರ' (ಜಿಬಿಎ) ರಚನೆಯಾಗಲಿದೆ. ಬಿಬಿಎಂಪಿ ಮುಖ್ಯ ಆಯುಕ್ತರು ಜಿಬಿಎ ಮುಖ್ಯ ಆಯುಕ್ತರಾಗಲಿದ್ದು, ಬಿಡಿಎ, ಜಲಮಂಡಳಿ, ಬೆಸ್ಕಾಂ, ಪೊಲೀಸ್ ಸೇರಿದಂತೆ ವಿವಿಧ ಇಲಾಖೆಗಳ ಮುಖ್ಯಸ್ಥರು ಜಿಬಿಎ ಸದಸ್ಯರಾಗಲಿದ್ದಾರೆ. [8, 149, 181, 220]
subheadline-banner: ಆಲಮಟ್ಟಿ–ಬಾಗಲಕೋಟೆ ದ್ವಿಪಥ ಮಾರ್ಗ ಪೂರ್ಣ [196, 105, 929, 137]
page-indicator [857, 11, 923, 44]
end-marker: ---- [10, 1438, 38, 1454]
headline-hubballi: ಹುಬ್ಬಳ್ಳಿಯಲ್ಲಿ ಡ್ರಗ್ಸ್ ಪೆಡ್ಲಿಂಗ್ ಆರೋಪಿಗಳ ಪೊಲೀಸ್ ಪರೇಡ್ [196, 451, 568, 474]
masthead-title-block [8, 14, 560, 42]
amaresh-portrait [727, 674, 787, 746]
body-text: ಮಾಜಿ ಶಾಸಕ ವೆಂಕಟರಡ್ಡಿಗೌಡ ಮುದ್ನಾಳ ಅವರ ಪ್ರಥಮ ಪುಣ್ಯಸ್ಮರಣೆ ಕಾರ್ಯಕ್ರಮವನ್ನು ಸೆಪ್ಟೆಂಬರ್ 17ರಂದು ಹಮ್ಮಿಕೊಳ್ಳಲು ನಿರ್ಧರಿಸಲಾಗಿದೆ ಎಂದು ಅವರ ಪುತ್ರ, ಬಿಜೆಪಿ ಮುಖಂಡ ಮಹೇಶರಡ್ಡಿ ಮುದ್ನಾಳ ತಿಳಿಸಿದರು. 'ನಗರದ ಎನ್‌ವಿಎಂ ಹೋಟೆಲ್ ಪಕ್ಕದ ಮೈದಾನದಲ್ಲಿ ಪುಣ್ಯಸ್ಮರಣೆ ಕಾರ್ಯಕ್ರಮವನ್ನು ಆಯೋಜನೆ ಮಾಡಲಾಗುವುದು. ಸುಮಾರು 10 ಸಾವಿರ ಜನರು ಸೇರುವ ನಿರೀಕ್ಷೆ ಇದೆ' ಎಂದರು. [196, 868, 341, 963]
paragraph: 198 ವಾರ್ಡ್‌ಗಳಂತೆಯೇ ಕಾಮಗಾರಿಗಳು ನಡೆಯಲಿವೆ. ಬಿಬಿಎಂಪಿ–2020 ಕಾಯ್ದೆಯೇ ಅನ್ವಯವಾಗಲಿದೆ ಎಂದು ಅಧಿಕಾರಿಗಳು ತಿಳಿಸಿದರು. [8, 332, 181, 367]
body-text: ಆಲಮಟ್ಟಿ ಜಲಾಶಯದ ಹಿನ್ನೀರಿನ ಕೃಷ್ಣಾ ನದಿಯಲ್ಲಿ ಪಾರ್ವತಿ ಕಟ್ಟೆ (ಬೇನಾಳ ಬ್ರಿಜ್) ಬಳಿ ಸೇತುವೆ (440 ಮೀ ಉದ್ದದ ಸೇತುವೆ) ನಿರ್ಮಾಣ ಕಾಮಗಾರಿ ಬಾಕಿಯಿದ್ದು, ಅದಕ್ಕಾಗಿ ಈ ಮಾರ್ಗ ಪೂರ್ಣಗೊಂಡಿಲ್ಲ. ಕನಿಷ್ಠ 8 ತಿಂಗಳಾದರೂ ಬೇಕು ಎನ್ನಲಾಗಿದೆ. 'ವಂದೇ ಭಾರತ್' ರೈಲು ಸೇರಿದಂತೆ ಮತ್ತಿತರ ವಿಶೇಷ ಹೊಸ ರೈಲು ಸಂಚಾರಕ್ಕೆ ಈ 10 ಕಿ.ಮೀ ಮಾರ್ಗ ಮಾತ್ರ ಅಡ್ಡಿಯಾಗಿದೆ. [753, 141, 931, 212]
meeting-photo [341, 857, 622, 990]
byline-garbage: ■ ಡಿ.ಡಿ. ನ್ಯೂಸ್, ಕೆ.ಆರ್.ಪುರ [196, 1125, 336, 1135]
body-text: ಬಹುನಿರೀಕ್ಷಿತ ಗದಗ–ಹುಟಗಿ ರೈಲು ಮಾರ್ಗದಲ್ಲಿನ ಬಾಗಲಕೋಟೆ– ಆಲಮಟ್ಟಿ ನಡುವಿನ 35 ಕಿ.ಮೀ ರೈಲ್ವೆ ದ್ವಿಪಥ ಮಾರ್ಗ ಪೂರ್ಣಗೊಂಡಿದ್ದು, ಸೋಮವಾರದಿಂದ ಸಂಚಾರ ಆರಂಭಗೊಂಡಿದೆ. ಇದರಿಂದ ದಶಕಗಳ ಕನಸು ನನಸಾದಂತಾಗಿದೆ. ಕೂಡಗಿ ಉಷ್ಣ ವಿದ್ಯುತ್ ಸ್ಥಾವರಕ್ಕಾಗಿ ಅಗತ್ಯವಿರುವ ಕಲ್ಲಿದ್ದಲು ಹೊತ್ತ ಗೂಡ್ಸ್ ರೈಲು ಸಂಚಾರಕ್ಕಾಗಿ ಈ ಮಾರ್ಗ ದ್ವಿಪಥಗೊಳ್ಳುವುದು ಅಗತ್ಯವಿತ್ತು. ಕಳೆದ 8 ವರ್ಷಗಳಿಂದ ಈ ಕಾಮಗಾರಿ ನಡೆದಿತ್ತು. ಕೃಷ್ಣಾ ನದಿಯ ಕಾರಣ ಬಾಗಲಕೋಟೆ–ಆಲಮಟ್ಟಿ–ವಂದಾಲ ವರೆಗೆ ಸುಮಾರು 45 ಕಿ.ಮೀ ಮಾರ್ಗ ಮಾತ್ರ ಬಾಕಿಯಿತ್ತು, ಅದರಲ್ಲಿ ಸದ್ಯ ಆಲಮಟ್ಟಿ–ಬಾಗಲಕೋಟೆ 35 ಕಿ.ಮೀ ದ್ವಿಪಥ ಮಾರ್ಗ ಪೂರ್ಣಗೊಂಡಂತಾಗಿದೆ. [196, 154, 371, 273]
section-divider [636, 934, 931, 935]
rail-col1 [196, 142, 371, 305]
revanna-photo [168, 1243, 309, 1379]
section-divider [636, 633, 931, 634]
masthead [8, 11, 931, 44]
brand-name: ದೇಶ ದೂತ [14, 19, 68, 37]
garbage-col2: ಪಂಚಾಯಿತಿ ವಿರುದ್ಧ ಸ್ಥಳೀಯರು ಆಕ್ರೋಶ ವ್ಯಕ್ತಪಡಿಸಿದ್ದಾರೆ. ಬಿದರಹಳ್ಳಿಯಿಂದ ಕಿತ್ತಗನೂರು ಹಾಗೂ ದೊಡ್ಡಪ್ಪರ ಸಂಪರ್ಕ ಮುಖ್ಯರಸ್ತೆಗಳು, ಪ್ರಮುಖ ಬೀದಿ ಬದಿಗಳಲ್ಲಿ ಹಸಿ ಮತ್ತು ಒಣ ತ್ಯಾಜ್ಯ, ನಿರ್ಮಾಣ ಹಂತದ ಕಟ್ಟಡಗಳ ತ್ಯಾಜ್ಯ, ಪ್ಲಾಸ್ಟಿಕ್ ತ್ಯಾಜ್ಯ ತಂದು ಸುರಿಯಲಾಗುತ್ತಿದೆ. ಗ್ರಾಮ ಪಂಚಾಯಿತಿ ಸರಿಯಾದ ರೀತಿಯಲ್ಲಿ ಕಸ ನಿರ್ವಹಣೆ [341, 1089, 476, 1172]
police-parade-image [341, 483, 622, 617]
protest-image [636, 1218, 931, 1332]
subheading-rail-start: ರೈಲು ಸಂಚಾರ ಆರಂಭ [196, 278, 340, 303]
body-text: ಬಿದರಹಳ್ಳಿ ಗ್ರಾಮ ಪಂಚಾಯಿತಿ ವ್ಯಾಪ್ತಿಯ ಪ್ರಮುಖ ರಸ್ತೆಗಳ ಬದಿಯಲ್ಲಿ, ಬೀದಿಬದಿಗಳಲ್ಲಿ ಕಸ ಕಸದ ರಾಶಿ ಬಿದ್ದಿದೆ. ಈ ಬಗ್ಗೆ ಯಾವುದೇ ಕ್ರಮ ವಹಿಸದ ಬಿದರಹಳ್ಳಿ [196, 1137, 336, 1171]
subheading-bugadi: 'ಬುಗಡಿ ವಿರುದ್ಧ ಏಳು ಪ್ರಕರಣ' [487, 623, 605, 663]
headline-revanna: ಬಾನು ಮುಷ್ತಾಕ್ ದಸರಾ ಉದ್ಘಾಟನೆ ಒಳ್ಳೆಯ ವಿಚಾರ: JDS ಶಾಸಕ ಎಚ್.ಡಿ ರೇವಣ್ಣ [10, 1207, 520, 1230]
road-block-image [636, 976, 931, 1091]
headline-amaresh: ಅಮರೇಶ ಗೆ ಕಲಾವಿದರ ಸಂಘ ಸನ್ಮಾನ [636, 639, 900, 663]
protest-photo [636, 1218, 931, 1332]
revanna-col1 [10, 1240, 163, 1385]
mudnal-col2: ಮಾತನಾಡಿ, 'ಪುಣ್ಯಸ್ಮರಣೆ ಕಾರ್ಯಕ್ರಮವನ್ನು ಅಚ್ಚುಕಟ್ಟಾಗಿ ಹಮ್ಮಿಕೊಳ್ಳಲು ಈಗಿನಿಂದಲೇ ತಯಾರಿ ನಡೆಸಲಾಗುವುದು' ಎಂದು ಹೇಳಿದರು. ಸಭೆಯಲ್ಲಿ ಮುಖಂಡರಾದ ಮಲ್ಲಣಗೌಡ ಮಾಲಿಪಾಟೀಲ, ಉಮಾರಡ್ಡಿಗೌಡ ನಾಯ್ಕಲ್, ಮೋಹನ್ ಬಾಬು, ಬಸವರಾಜ ಚಂಡ್ರಕಿ, [341, 993, 476, 1064]
headline-bbmp-line1: ಸೆ.2ಕ್ಕೆ ಅಸ್ತಿತ್ವ [8, 51, 77, 69]
paragraph: ಬೃಹತ್ ಬೆಂಗಳೂರು ಮಹಾನಗರ ಪಾಲಿಕೆ (ಬಿಬಿಎಂಪಿ) 18 ವರ್ಷಗಳ ನಂತರ ಅಸ್ತಿತ್ವ ಕಳೆದುಕೊಳ್ಳುವ ದಿನ ಹತ್ತಿರವಾಗುತ್ತಿದೆ. ಸೆಪ್ಟೆಂಬರ್ 2ರಂದು ಐದು ನಗರ ಪಾಲಿಕೆಗಳ ಅಂತಿಮ ಅಧಿಸೂಚನೆ ಹೊರಬೀಳುತ್ತಿದಂತೆಯೇ ಬಿಬಿಎಂಪಿ ಹೆಸರು ಇಲ್ಲವಾಗಲಿದೆ. [8, 101, 181, 147]
